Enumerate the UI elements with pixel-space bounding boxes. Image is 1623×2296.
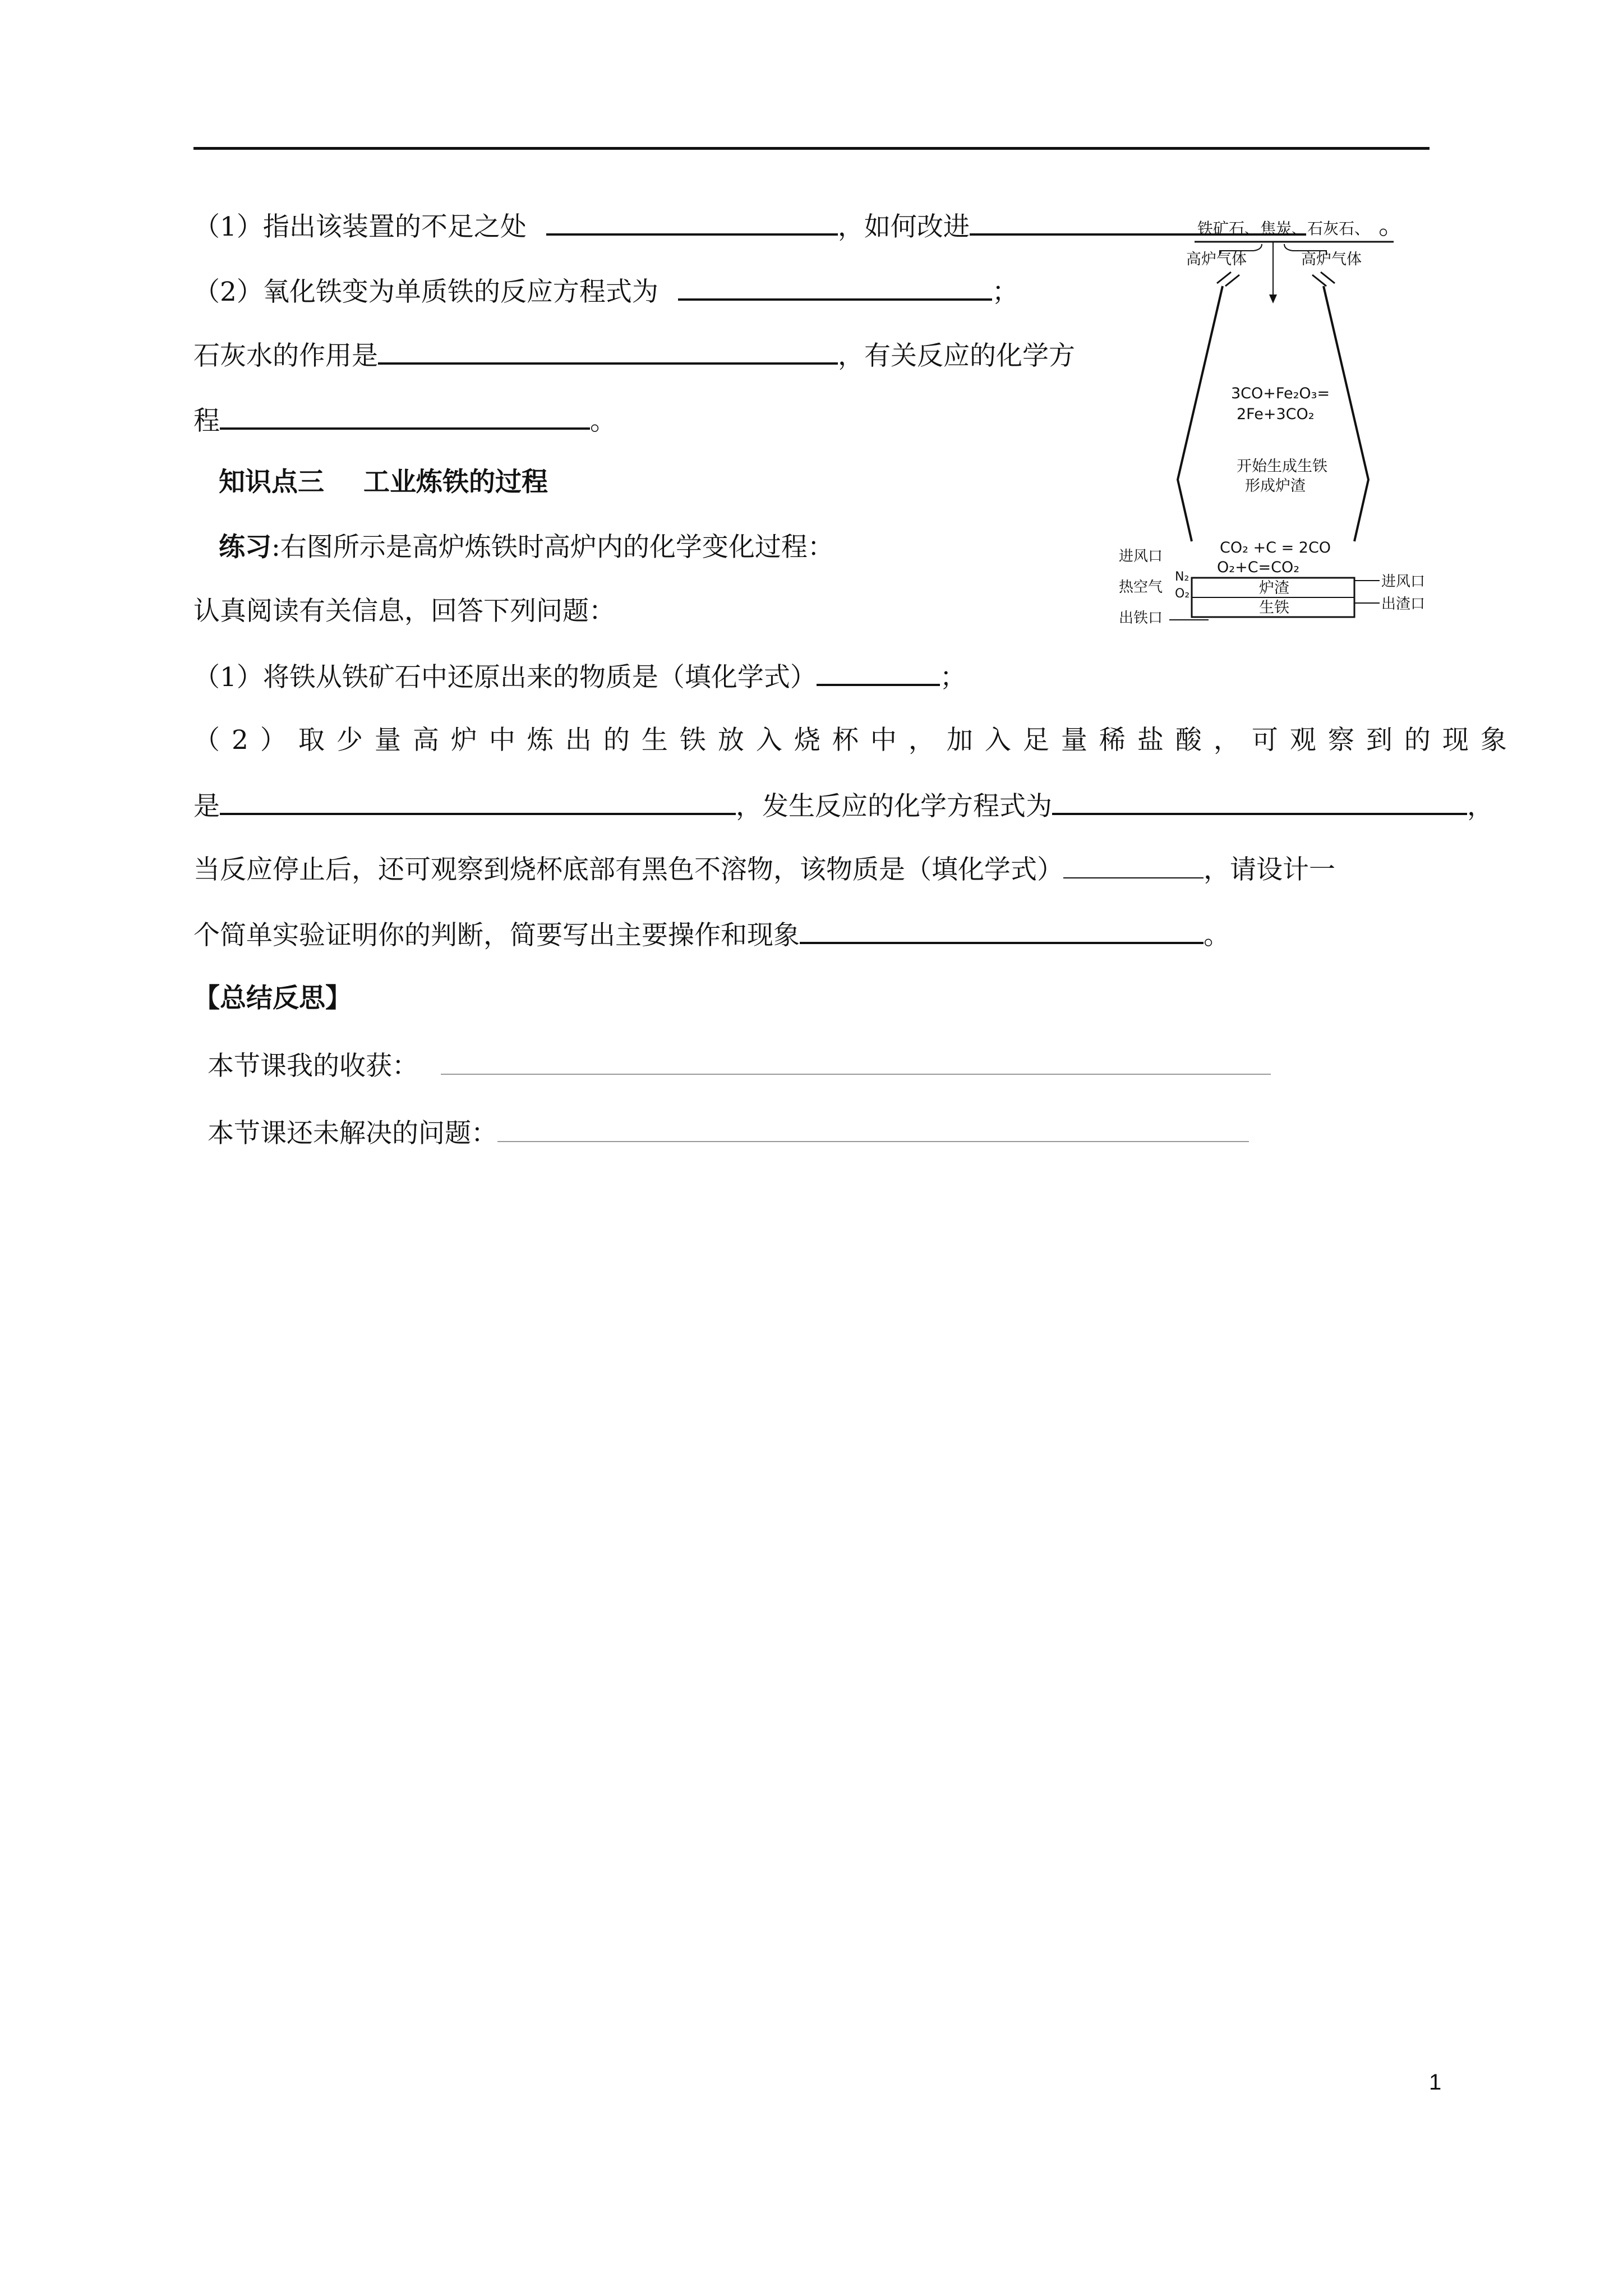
limewater-line2-end: 。 (590, 406, 616, 436)
diagram-n2: N₂ (1175, 570, 1189, 584)
exercise-question-2-middle: ，发生反应的化学方程式为 (736, 791, 1052, 822)
experiment-blank[interactable] (800, 917, 1204, 944)
diagram-slag-outlet: 出渣口 (1381, 596, 1426, 613)
exercise-question-1 (193, 659, 966, 694)
exercise-question-2-line-2 (193, 788, 1493, 823)
exercise-question-2-line4-text: 个简单实验证明你的判断，简要写出主要操作和现象 (193, 920, 800, 951)
exercise-question-1-end: ； (939, 662, 966, 693)
diagram-reaction1-line2: 2Fe+3CO₂ (1237, 406, 1315, 423)
diagram-furnace-left-wall (1178, 286, 1223, 541)
reducing-agent-blank[interactable] (817, 659, 940, 686)
section-heading (219, 466, 548, 499)
summary-gain-line (208, 1049, 1271, 1083)
exercise-question-2-prefix: 是 (193, 791, 220, 822)
question-1-text: （1）指出该装置的不足之处 (193, 211, 527, 242)
summary-unsolved-line (208, 1116, 1249, 1151)
summary-gain-label: 本节课我的收获： (208, 1051, 418, 1082)
diagram-zone-line2: 形成炉渣 (1245, 477, 1306, 495)
limewater-middle: ，有关反应的化学方 (838, 341, 1075, 371)
blast-furnace-diagram (1119, 210, 1433, 637)
exercise-question-1-text: （1）将铁从铁矿石中还原出来的物质是（填化学式） (193, 662, 817, 693)
diagram-air-inlet-right: 进风口 (1381, 573, 1426, 590)
diagram-input-arrowhead (1269, 295, 1277, 303)
page-number: 1 (1429, 2070, 1442, 2095)
exercise-instruction: 认真阅读有关信息，回答下列问题： (193, 596, 615, 627)
diagram-hot-air: 热空气 (1119, 579, 1163, 596)
limewater-line-2 (193, 403, 616, 438)
diagram-pig-iron: 生铁 (1259, 599, 1289, 616)
summary-unsolved-blank[interactable] (497, 1116, 1249, 1142)
exercise-text: :右图所示是高炉炼铁时高炉内的化学变化过程： (271, 532, 834, 563)
exercise-line (219, 531, 834, 564)
diagram-reaction1-line1: 3CO+Fe₂O₃= (1231, 385, 1330, 402)
limewater-text: 石灰水的作用是 (193, 341, 378, 371)
section-title-b: 工业炼铁的过程 (363, 467, 548, 498)
question-1-answer-blank[interactable] (546, 209, 838, 236)
diagram-furnace-right-wall (1324, 286, 1368, 541)
exercise-question-2-line3-end: ，请设计一 (1204, 854, 1335, 885)
diagram-slag: 炉渣 (1259, 579, 1289, 597)
question-1-middle: ，如何改进 (837, 211, 970, 242)
section-title-a: 知识点三 (219, 467, 324, 498)
limewater-role-blank[interactable] (378, 338, 838, 365)
observation-blank[interactable] (220, 788, 736, 815)
diagram-o2: O₂ (1175, 587, 1190, 601)
limewater-line2-prefix: 程 (193, 406, 220, 436)
equation-blank[interactable] (220, 403, 590, 430)
diagram-right-vent (1312, 272, 1335, 286)
diagram-reaction2-line1: CO₂ +C = 2CO (1220, 539, 1331, 556)
exercise-question-2-line-3 (193, 853, 1335, 887)
diagram-gas-right: 高炉气体 (1301, 251, 1362, 268)
question-2-text: （2）氧化铁变为单质铁的反应方程式为 (193, 277, 658, 307)
black-residue-blank[interactable] (1063, 853, 1204, 878)
diagram-zone-line1: 开始生成生铁 (1237, 458, 1327, 475)
exercise-question-2-line3-text: 当反应停止后，还可观察到烧杯底部有黑色不溶物，该物质是（填化学式） (193, 854, 1063, 885)
diagram-reaction2-line2: O₂+C=CO₂ (1217, 559, 1300, 576)
summary-heading: 【总结反思】 (193, 983, 352, 1014)
limewater-line (193, 338, 1075, 373)
header-rule (193, 147, 1430, 150)
exercise-question-2-line-4 (193, 917, 1230, 953)
diagram-iron-outlet: 出铁口 (1119, 610, 1163, 627)
diagram-air-inlet-left: 进风口 (1119, 548, 1163, 565)
exercise-question-2-end: ， (1467, 791, 1493, 822)
question-2-end: ； (992, 277, 1018, 307)
question-1-end: 。 (1378, 210, 1405, 241)
exercise-label: 练习 (219, 532, 271, 563)
exercise-question-2-line4-end: 。 (1204, 920, 1230, 951)
chemical-equation-blank[interactable] (1052, 788, 1467, 815)
question-2-answer-blank[interactable] (678, 274, 992, 301)
question-2-line (193, 274, 1018, 309)
exercise-question-2-line-1: （2）取少量高炉中炼出的生铁放入烧杯中，加入足量稀盐酸，可观察到的现象 (193, 725, 1519, 756)
summary-unsolved-label: 本节课还未解决的问题： (208, 1118, 497, 1149)
summary-gain-blank[interactable] (441, 1049, 1271, 1075)
diagram-top-input: 铁矿石、焦炭、石灰石、 (1197, 219, 1371, 238)
diagram-gas-left: 高炉气体 (1186, 251, 1247, 268)
diagram-left-vent (1217, 272, 1239, 286)
